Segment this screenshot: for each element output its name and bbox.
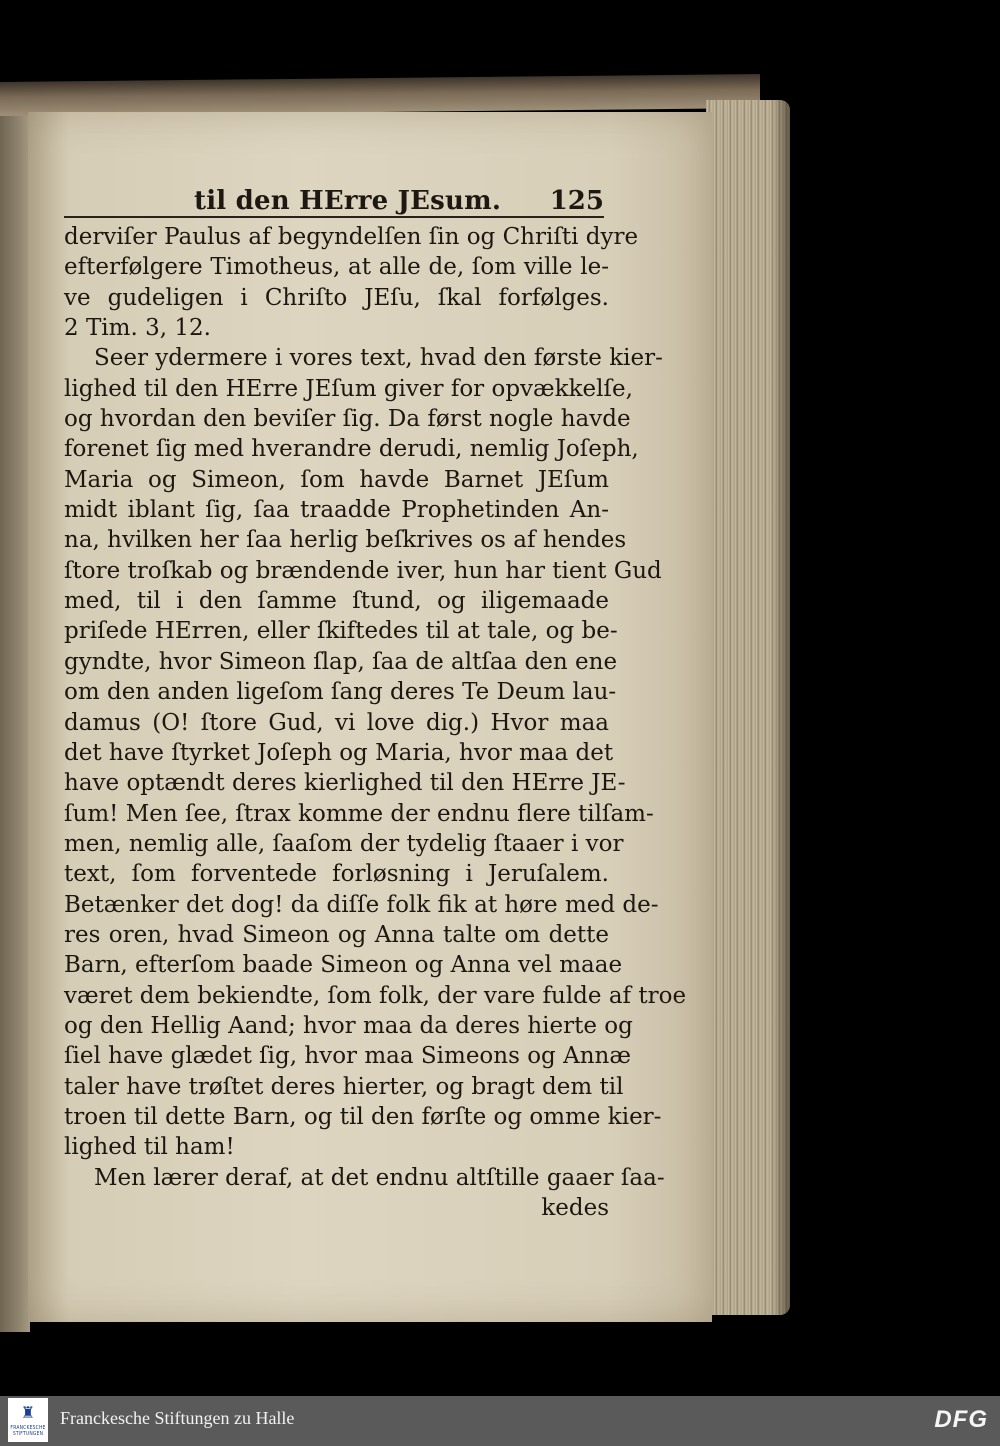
franckesche-stiftungen-emblem-icon: ♜: [20, 1403, 36, 1422]
text-line: damus (O! ſtore Gud, vi love dig.) Hvor maa: [64, 709, 609, 736]
text-line: ſum! Men ſee, ſtrax komme der endnu flere tilſam-: [64, 800, 654, 827]
text-line: Betænker det dog! da diſſe folk fik at høre med de-: [64, 891, 659, 918]
logo-text: FRANCKESCHE STIFTUNGEN: [10, 1425, 46, 1437]
text-line: men, nemlig alle, ſaaſom der tydelig ſtaaer i vor: [64, 830, 624, 857]
text-line: ſiel have glædet ſig, hvor maa Simeons og Annæ: [64, 1043, 631, 1070]
text-line: troen til dette Barn, og til den førſte og omme kier-: [64, 1103, 662, 1130]
text-line: og den Hellig Aand; hvor maa da deres hierte og: [64, 1012, 633, 1039]
text-line: na, hvilken her ſaa herlig beſkrives os af hendes: [64, 527, 627, 554]
running-title: til den HErre JEsum.: [194, 186, 502, 216]
text-line: priſede HErren, eller ſkiftedes til at tale, og be-: [64, 618, 618, 645]
text-line: 2 Tim. 3, 12.: [64, 315, 211, 342]
text-line: Maria og Simeon, ſom havde Barnet JEſum: [64, 466, 609, 493]
page-number: 125: [549, 186, 604, 216]
institution-name: Franckesche Stiftungen zu Halle: [60, 1408, 295, 1428]
text-line: lighed til den HErre JEſum giver for opvækkelſe,: [64, 375, 633, 402]
page-stack-edge: [706, 100, 790, 1315]
footer-bar: [0, 1396, 1000, 1446]
text-line: res oren, hvad Simeon og Anna talte om dette: [64, 921, 609, 948]
text-line: gyndte, hvor Simeon ſlap, ſaa de altſaa den ene: [64, 648, 618, 675]
text-line: midt iblant ſig, ſaa traadde Prophetinden An-: [64, 497, 609, 524]
dfg-logo[interactable]: DFG: [934, 1406, 988, 1433]
text-line: text, ſom forventede forløsning i Jeruſalem.: [64, 861, 609, 888]
text-line: ſtore troſkab og brændende iver, hun har tient Gud: [64, 557, 662, 584]
text-line: derviſer Paulus af begyndelſen ſin og Chriſti dyre: [64, 224, 639, 250]
text-line: om den anden ligeſom ſang deres Te Deum lau-: [64, 679, 617, 706]
text-line: været dem bekiendte, ſom folk, der vare fulde af troe: [64, 982, 687, 1009]
franckesche-stiftungen-logo[interactable]: [8, 1398, 48, 1442]
text-line: og hvordan den beviſer ſig. Da først nogle havde: [64, 406, 631, 433]
text-line: forenet ſig med hverandre derudi, nemlig Joſeph,: [64, 436, 639, 463]
text-line: taler have trøſtet deres hierter, og bragt dem til: [64, 1073, 624, 1100]
text-line: efterfølgere Timotheus, at alle de, ſom ville le-: [64, 254, 609, 281]
text-line: det have ſtyrket Joſeph og Maria, hvor maa det: [64, 739, 614, 766]
text-line: Barn, efterſom baade Simeon og Anna vel maae: [64, 952, 623, 979]
text-line: Men lærer deraf, at det endnu altſtille gaaer ſaa-: [94, 1164, 665, 1191]
header-rule: [64, 216, 604, 218]
catchword: kedes: [541, 1195, 609, 1221]
text-line: have optændt deres kierlighed til den HErre JE-: [64, 770, 626, 797]
top-page-edge: [0, 74, 760, 116]
text-line: med, til i den ſamme ſtund, og iligemaade: [64, 588, 609, 615]
text-line: ve gudeligen i Chriſto JEſu, ſkal forfølges.: [64, 284, 609, 311]
body-text: [64, 222, 687, 1223]
previous-page-edge: [0, 86, 30, 1332]
text-line: lighed til ham!: [64, 1134, 235, 1161]
text-line: Seer ydermere i vores text, hvad den første kier-: [94, 345, 663, 372]
